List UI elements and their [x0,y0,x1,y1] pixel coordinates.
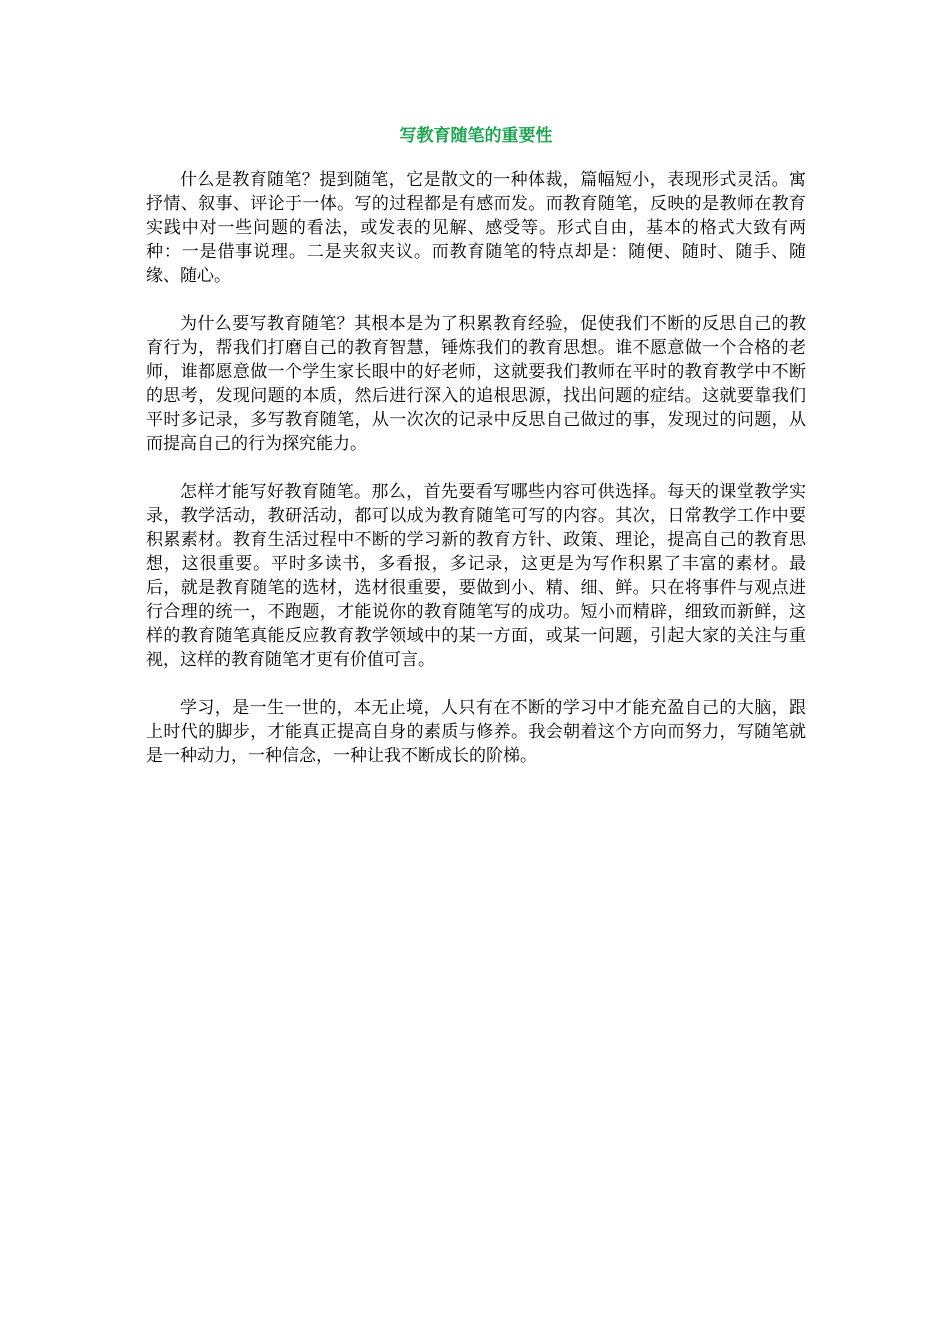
document-body [146,122,806,792]
document-title: 写教育随笔的重要性 [399,126,553,146]
paragraph-4: 学习，是一生一世的，本无止境，人只有在不断的学习中才能充盈自己的大脑，跟上时代的脚步，才能真正提高自身的素质与修养。我会朝着这个方向而努力，写随笔就是一种动力，一种信念，一种让我不断成长的阶梯。 [146,698,806,766]
paragraph-2: 为什么要写教育随笔？其根本是为了积累教育经验，促使我们不断的反思自己的教育行为，帮我们打磨自己的教育智慧，锤炼我们的教育思想。谁不愿意做一个合格的老师，谁都愿意做一个学生家长眼中的好老师，这就要我们教师在平时的教育教学中不断的思考，发现问题的本质，然后进行深入的追根思源，找出问题的症结。这就要靠我们平时多记录，多写教育随笔，从一次次的记录中反思自己做过的事，发现过的问题，从而提高自己的行为探究能力。 [146,314,806,454]
paragraph-3: 怎样才能写好教育随笔。那么，首先要看写哪些内容可供选择。每天的课堂教学实录，教学活动，教研活动，都可以成为教育随笔可写的内容。其次，日常教学工作中要积累素材。教育生活过程中不断的学习新的教育方针、政策、理论，提高自己的教育思想，这很重要。平时多读书，多看报，多记录，这更是为写作积累了丰富的素材。最后，就是教育随笔的选材，选材很重要，要做到小、精、细、鲜。只在将事件与观点进行合理的统一，不跑题，才能说你的教育随笔写的成功。短小而精辟，细致而新鲜，这样的教育随笔真能反应教育教学领域中的某一方面，或某一问题，引起大家的关注与重视，这样的教育随笔才更有价值可言。 [146,482,806,670]
paragraph-1: 什么是教育随笔？提到随笔，它是散文的一种体裁，篇幅短小，表现形式灵活。寓抒情、叙事、评论于一体。写的过程都是有感而发。而教育随笔，反映的是教师在教育实践中对一些问题的看法，或发表的见解、感受等。形式自由，基本的格式大致有两种：一是借事说理。二是夹叙夹议。而教育随笔的特点却是：随便、随时、随手、随缘、随心。 [146,170,806,286]
